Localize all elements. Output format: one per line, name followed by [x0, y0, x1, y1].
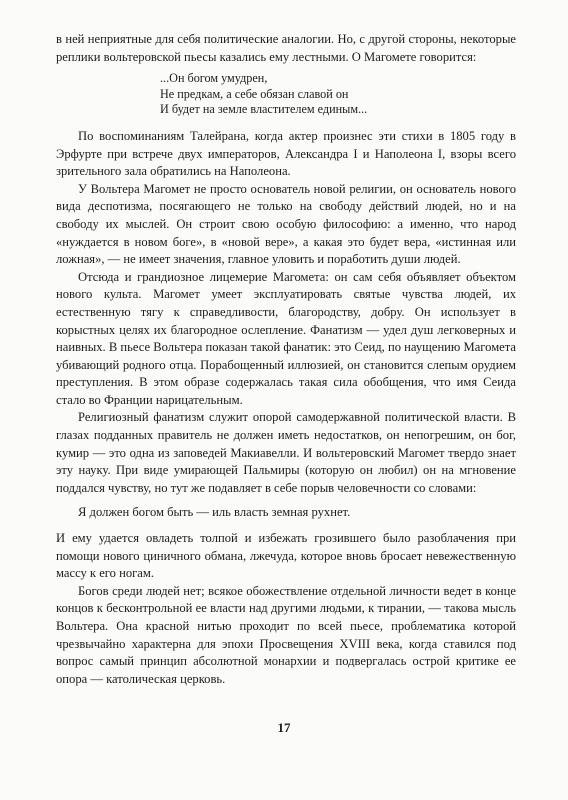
paragraph: Отсюда и грандиозное лицемерие Магомета: он сам себя объявляет объектом нового культа. Магомет умеет эксплуатировать святые чувства людей, их естественную тягу к справедливости, благородству, добру. Он использует в корыстных целях их благородное ослепление. Фанатизм — удел душ легковерных и наивных. В пьесе Вольтера показан такой фанатик: это Сеид, по наущению Магомета убивающий родного отца. Порабощенный иллюзией, он становится слепым орудием преступления. В этом образе содержалась такая сила обобщения, что имя Сеида стало во Франции нарицательным.: [56, 269, 516, 407]
verse-line: И будет на земле властителем единым...: [160, 102, 368, 117]
paragraph: И ему удается овладеть толпой и избежать грозившего было разоблачения при помощи нового циничного обмана, лжечуда, которое вновь бросает невежественную массу к его ногам.: [56, 531, 516, 581]
paragraph: Религиозный фанатизм служит опорой самодержавной политической власти. В глазах подданных правитель не должен иметь недостатков, он непогрешим, он бог, кумир — это одна из заповедей Макиавелли. И вольтеровский Магомет твердо знает эту науку. При виде умирающей Пальмиры (которую он любил) он на мгновение поддался чувству, но тут же подавляет в себе порыв человечности со словами:: [56, 410, 516, 495]
paragraph: Богов среди людей нет; всякое обожествление отдельной личности ведет в конце концов к бесконтрольной ее власти над другими людьми, к тирании, — такова мысль Вольтера. Она красной нитью проходит по всей пьесе, проблематика которой чрезвычайно характерна для эпохи Просвещения XVIII века, когда ставился под вопрос самый принцип абсолютной монархии и подвергалась острой критике ее опора — католическая церковь.: [56, 583, 516, 686]
verse-line: ...Он богом умудрен,: [160, 71, 268, 86]
verse-quote: [160, 71, 516, 118]
paragraph: У Вольтера Магомет не просто основатель новой религии, он основатель нового вида деспотизма, посягающего не только на свободу действий людей, но и на свободу их мыслей. Он строит свою особую философию: а именно, что народ «нуждается в новом боге», в «новой вере», а какая это будет вера, «истинная или ложная», — не имеет значения, главное уловить и поработить души людей.: [56, 181, 516, 267]
body-text: [56, 31, 516, 688]
paragraph: в ней неприятные для себя политические аналогии. Но, с другой стороны, некоторые реплики вольтеровской пьесы казались ему лестными. О Магомете говорится:: [56, 32, 516, 64]
paragraph: По воспоминаниям Талейрана, когда актер произнес эти стихи в 1805 году в Эрфурте при встрече двух императоров, Александра I и Наполеона I, взоры всего зрительного зала обратились на Наполеона.: [56, 128, 516, 179]
verse-line: Не предкам, а себе обязан славой он: [160, 86, 349, 101]
page-number: 17: [277, 720, 291, 735]
verse-quote-single: Я должен богом быть — иль власть земная рухнет.: [78, 505, 351, 520]
